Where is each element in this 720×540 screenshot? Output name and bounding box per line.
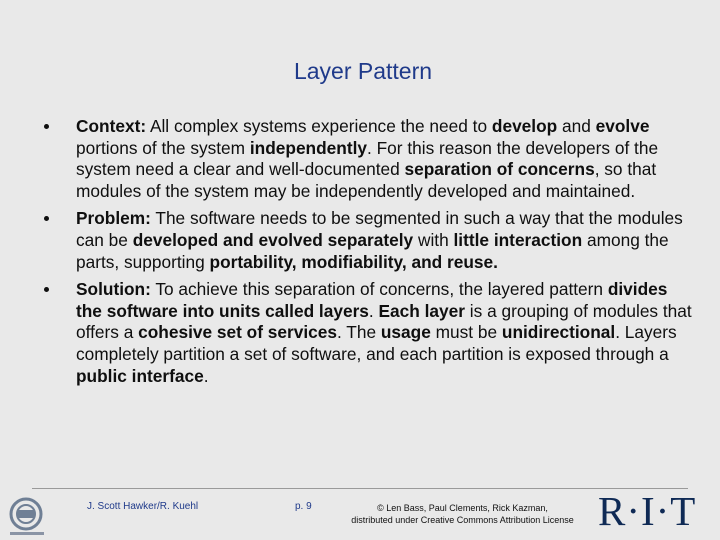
bullet-bold-text: evolve [595, 116, 650, 136]
bullet-item [44, 116, 694, 202]
bullet-text: , so that modules of the system may be independently developed and maintained. [76, 159, 657, 201]
bullet-bold-text: divides the software into units called layers [76, 279, 668, 321]
bullet-text: . [203, 365, 209, 386]
bullet-bold-text: cohesive set of services [138, 322, 337, 343]
bullet-bold-text: Context: [76, 116, 147, 136]
bullet-text: To achieve this separation of concerns, the layered pattern [150, 279, 608, 300]
bullet-bold-text: Solution: [76, 279, 151, 300]
bullet-bold-text: separation of concerns [404, 159, 595, 180]
bullet-text: must be [430, 322, 502, 343]
footer-page-number: p. 9 [295, 501, 312, 512]
bullet-dot-icon [44, 287, 49, 292]
bullet-bold-text: usage [380, 322, 431, 343]
bullet-text: . [368, 300, 379, 321]
bullet-text: All complex systems experience the need to [146, 116, 492, 136]
bullet-bold-text: Each layer [378, 300, 465, 321]
bullet-bold-text: unidirectional [501, 322, 616, 343]
footer-copyright [330, 502, 595, 526]
bullet-text: and [557, 116, 596, 136]
slide-title: Layer Pattern [293, 58, 433, 84]
bullet-text: is a grouping of modules that offers a [76, 300, 692, 343]
bullet-dot-icon [44, 216, 49, 221]
bullet-text: . For this reason the developers of the system need a clear and well-documented [76, 137, 659, 180]
bullet-bold-text: portability, modifiability, and reuse. [209, 251, 498, 272]
bullet-text: . Layers completely partition a set of software, and each partition is exposed through a [76, 322, 677, 364]
bullet-bold-text: independently [249, 137, 367, 158]
footer-divider [32, 488, 688, 489]
bullet-text: with [413, 229, 454, 250]
footer-author: J. Scott Hawker/R. Kuehl [87, 501, 199, 512]
bullet-item [44, 208, 694, 273]
bullet-dot-icon [44, 124, 49, 129]
bullet-text: among the parts, supporting [76, 229, 669, 272]
bullet-text: portions of the system [76, 137, 250, 158]
rit-logo: R·I·T [598, 488, 697, 534]
bullet-bold-text: little interaction [453, 229, 583, 250]
footer-copyright-line2: distributed under Creative Commons Attribution License [351, 515, 574, 525]
bullet-bold-text: developed and evolved separately [132, 229, 414, 250]
bullet-list [44, 116, 694, 393]
bullet-item [44, 279, 694, 387]
footer-copyright-line1: © Len Bass, Paul Clements, Rick Kazman, [377, 503, 548, 513]
bullet-text: The software needs to be segmented in such a way that the modules can be [76, 208, 683, 250]
bullet-bold-text: develop [491, 116, 558, 136]
bullet-bold-text: public interface [76, 365, 204, 386]
software-engineering-logo-icon [2, 492, 58, 538]
bullet-text: . The [336, 322, 381, 343]
bullet-bold-text: Problem: [76, 208, 151, 229]
